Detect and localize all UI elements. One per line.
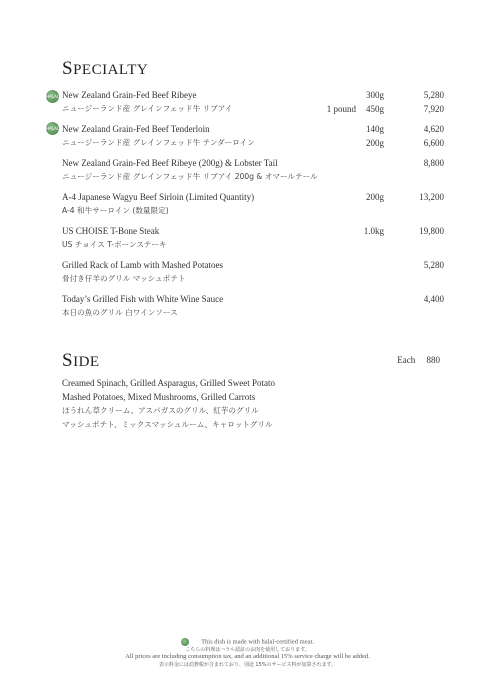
halal-icon (181, 638, 189, 646)
specialty-heading-initial: S (62, 58, 74, 79)
item-name-en: US CHOISE T-Bone Steak (62, 226, 160, 236)
menu-item (62, 122, 444, 150)
side-line-jp: マッシュポテト、ミックスマッシュルーム、キャロットグリル (62, 420, 273, 429)
item-qty-label: 1 pound (326, 104, 356, 114)
item-name-jp: 骨付き仔羊のグリル マッシュポテト (62, 274, 186, 283)
halal-icon: HALAL (46, 90, 59, 103)
item-qty: 200g (366, 138, 384, 148)
side-line-jp: ほうれん草クリーム、アスパガスのグリル、紅芋のグリル (62, 406, 259, 415)
item-name-en: New Zealand Grain-Fed Beef Tenderloin (62, 124, 210, 134)
side-each-price (397, 355, 440, 365)
item-price: 7,920 (423, 104, 444, 114)
footer-halal-note (0, 638, 495, 646)
item-name-jp: ニュージーランド産 グレインフェッド牛 テンダーロイン (62, 138, 255, 147)
each-label: Each (397, 355, 416, 365)
item-name-jp: A-4 和牛サーロイン (数量限定) (62, 206, 169, 215)
item-name-jp: US チョイス T-ボーンステーキ (62, 240, 167, 249)
item-price: 13,200 (419, 192, 444, 202)
side-heading-initial: S (62, 350, 74, 371)
item-price: 6,600 (423, 138, 444, 148)
side-line-en: Mashed Potatoes, Mixed Mushrooms, Grilled Carrots (62, 392, 256, 402)
side-heading-rest: IDE (73, 354, 100, 370)
item-price: 5,280 (423, 260, 444, 270)
item-price: 19,800 (419, 226, 444, 236)
menu-item (62, 292, 444, 320)
side-heading (62, 350, 100, 372)
item-name-jp: 本日の魚のグリル 白ワインソース (62, 308, 178, 317)
item-price: 5,280 (423, 90, 444, 100)
item-name-jp: ニュージーランド産 グレインフェッド牛 リブアイ (62, 104, 233, 113)
item-qty: 300g (366, 90, 384, 100)
item-price: 4,620 (423, 124, 444, 134)
item-name-en: Today’s Grilled Fish with White Wine Sauce (62, 294, 224, 304)
item-name-en: Grilled Rack of Lamb with Mashed Potatoes (62, 260, 223, 270)
specialty-heading-rest: PECIALTY (73, 62, 149, 78)
menu-item (62, 88, 444, 116)
item-qty: 450g (366, 104, 384, 114)
footer-tax-note-jp: 表示料金には消費税が含まれており、別途 15%のサービス料が加算されます。 (158, 662, 337, 668)
each-price: 880 (426, 355, 440, 365)
side-line-en: Creamed Spinach, Grilled Asparagus, Grilled Sweet Potato (62, 378, 275, 388)
item-qty: 1.0kg (363, 226, 384, 236)
item-name-en: A-4 Japanese Wagyu Beef Sirloin (Limited Quantity) (62, 192, 255, 202)
specialty-heading (62, 58, 148, 80)
item-name-en: New Zealand Grain-Fed Beef Ribeye (200g) & Lobster Tail (62, 158, 278, 168)
footer-tax-note: All prices are including consumption tax, and an additional 15% service charge will be added. (125, 653, 370, 660)
item-price: 4,400 (423, 294, 444, 304)
item-price: 8,800 (423, 158, 444, 168)
item-qty: 200g (366, 192, 384, 202)
menu-item (62, 224, 444, 252)
halal-icon: HALAL (46, 122, 59, 135)
menu-item (62, 258, 444, 286)
footer-halal-note-jp: こちらの料理はハラル認証のお肉を使用しております。 (185, 647, 310, 653)
menu-item (62, 156, 444, 184)
item-name-en: New Zealand Grain-Fed Beef Ribeye (62, 90, 197, 100)
menu-item (62, 190, 444, 218)
item-qty: 140g (366, 124, 384, 134)
item-name-jp: ニュージーランド産 グレインフェッド牛 リブアイ 200g & オマールテール (62, 172, 318, 181)
halal-note-text: This dish is made with halal-certified meat. (201, 638, 314, 646)
